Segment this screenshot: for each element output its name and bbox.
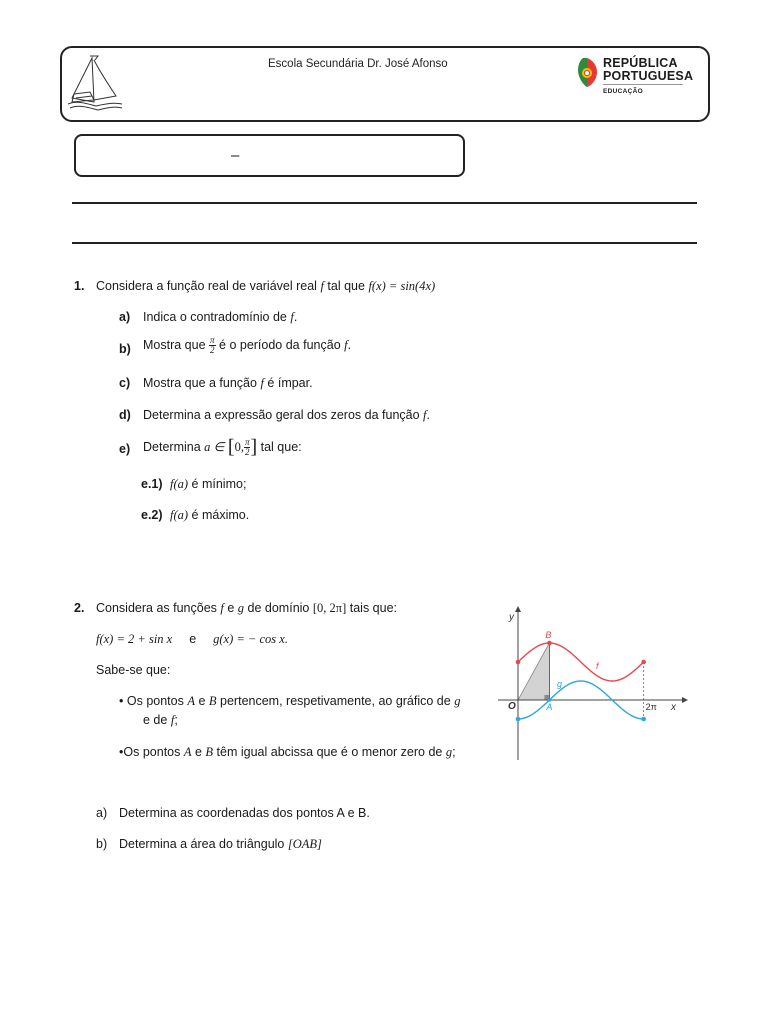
y-axis-label: y — [509, 612, 514, 623]
q2b-math: [OAB] — [287, 837, 322, 851]
q2-bullet1-text-c: e de — [143, 713, 168, 727]
x-axis-label: x — [671, 702, 676, 713]
q1a-end: . — [293, 310, 298, 324]
q1b-label: b) — [119, 342, 131, 356]
q1-stem-expression: f(x) = sin(4x) — [368, 279, 436, 293]
q2-bullet2 — [119, 745, 456, 760]
q2-bullet1-A: A — [187, 694, 195, 708]
school-name: Escola Secundária Dr. José Afonso — [268, 58, 448, 70]
q2-bullet1-end: ; — [174, 713, 178, 727]
q1-stem-f: f — [320, 279, 324, 293]
f-start-point — [516, 660, 521, 665]
q1a-math: f — [290, 310, 294, 324]
curve-g-label: g — [557, 678, 563, 689]
q2-bullet1-cont — [143, 713, 178, 728]
q1a-label: a) — [119, 310, 131, 324]
q1d-text-main: Determina a expressão geral dos zeros da função — [143, 408, 420, 422]
government-name-line2: PORTUGUESA — [603, 69, 694, 83]
q1b-math: f — [344, 337, 348, 352]
origin-label: O — [508, 701, 516, 712]
portugal-flag-icon — [575, 56, 599, 88]
government-name — [603, 57, 693, 83]
q2-bullet2-A: A — [183, 745, 192, 759]
q1e-text2: tal que: — [260, 439, 302, 454]
q1e1-text — [170, 477, 246, 492]
q1c-label: c) — [119, 376, 131, 390]
g-start-point — [516, 717, 521, 722]
q1e-bracket-open: [ — [227, 436, 235, 458]
q2-bullet1-text-a: Os pontos — [126, 694, 184, 708]
q1b-text2: é o período da função — [219, 337, 341, 352]
q1e-frac-den: 2 — [244, 447, 250, 457]
q1b-frac-num: π — [210, 335, 215, 345]
q2-stem-text-c: tais que: — [349, 601, 398, 615]
q1e2-math: f(a) — [170, 508, 189, 522]
q2-bullet2-text-a: Os pontos — [123, 745, 181, 759]
q1b-end: . — [347, 337, 352, 352]
q2a-label: a) — [96, 806, 108, 820]
q2-bullet2-end: ; — [452, 745, 456, 759]
class-line — [72, 242, 697, 244]
q1d-label: d) — [119, 408, 131, 422]
q1b-text — [143, 336, 351, 355]
q1-stem-text-a: Considera a função real de variável real — [96, 279, 317, 293]
q2-bullet1-g: g — [454, 694, 461, 708]
q2-stem-domain: [0, 2π] — [312, 601, 347, 615]
q1b-fraction — [209, 336, 216, 355]
q1e1-math: f(a) — [170, 477, 189, 491]
function-graph — [490, 600, 700, 770]
q2-bullet1-e: e — [198, 694, 206, 708]
q2-stem — [96, 601, 397, 616]
q2-bullet1-f: f — [170, 713, 175, 727]
q2-equation-f: f(x) = 2 + sin x — [96, 632, 173, 646]
q1e2-text — [170, 508, 249, 523]
q1e1-label: e.1) — [141, 477, 163, 491]
q1-stem — [96, 279, 435, 294]
q2-equation-e: e — [189, 632, 197, 646]
q2-number: 2. — [74, 601, 85, 615]
q2-stem-g: g — [237, 601, 245, 615]
g-end-point — [641, 717, 646, 722]
government-divider — [603, 84, 683, 85]
government-ministry: EDUCAÇÃO — [603, 88, 643, 95]
x-axis-arrow-icon — [682, 697, 688, 703]
triangle-oab — [518, 643, 549, 700]
q2-sabe: Sabe-se que: — [96, 663, 171, 677]
q2b-text-main: Determina a área do triângulo — [119, 837, 285, 851]
q2-stem-text-a: Considera as funções — [96, 601, 217, 615]
q1b-frac-den: 2 — [210, 345, 215, 355]
q1e-math: a ∈ — [204, 439, 225, 454]
q1d-end: . — [426, 408, 430, 422]
q2-bullet2-e: e — [194, 745, 202, 759]
q1e1-text-main: é mínimo; — [191, 477, 247, 491]
point-a-label: A — [546, 702, 553, 712]
government-name-line1: REPÚBLICA — [603, 56, 678, 70]
point-b — [547, 641, 552, 646]
name-line — [72, 202, 697, 204]
q2-bullet2-g: g — [445, 745, 453, 759]
title-box — [74, 134, 465, 177]
q2-bullet2-dot: • — [119, 745, 124, 759]
q2b-label: b) — [96, 837, 108, 851]
q2-bullet1-dot: • — [119, 694, 124, 708]
q2-bullet2-B: B — [205, 745, 214, 759]
q1e-frac-num: π — [244, 437, 250, 447]
point-b-label: B — [545, 630, 552, 640]
q1d-math: f — [423, 408, 427, 422]
q1-stem-text-b: tal que — [327, 279, 365, 293]
q1c-text1: Mostra que a função — [143, 376, 257, 390]
q1e2-text-main: é máximo. — [191, 508, 250, 522]
q2-stem-text-b: de domínio — [247, 601, 310, 615]
q1e2-label: e.2) — [141, 508, 163, 522]
q2-equation-g: g(x) = − cos x. — [213, 632, 288, 646]
q1a-text — [143, 310, 297, 325]
q1e-bracket-close: ] — [250, 436, 258, 458]
title-dash: – — [231, 147, 240, 164]
q1c-text2: é ímpar. — [267, 376, 313, 390]
q1-number: 1. — [74, 279, 85, 293]
q2-stem-e: e — [227, 601, 235, 615]
q2-bullet1-B: B — [208, 694, 217, 708]
q1e-label: e) — [119, 442, 131, 456]
q1e-interval-start: 0, — [234, 439, 244, 454]
q1c-math: f — [260, 376, 264, 390]
q2-bullet2-text-b: têm igual abcissa que é o menor zero de — [216, 745, 443, 759]
q2-equations — [96, 632, 288, 647]
q2-bullet1-text-b: pertencem, respetivamente, ao gráfico de — [220, 694, 451, 708]
q1c-text — [143, 376, 313, 391]
q2-stem-f: f — [220, 601, 224, 615]
f-end-point — [641, 660, 646, 665]
q2b-text — [119, 837, 322, 852]
q2-bullet1 — [119, 694, 460, 709]
q1a-text-main: Indica o contradomínio de — [143, 310, 287, 324]
q1d-text — [143, 408, 430, 423]
curve-f-label: f — [596, 661, 599, 672]
q1b-text1: Mostra que — [143, 337, 206, 352]
q2a-text: Determina as coordenadas dos pontos A e B. — [119, 806, 370, 820]
q1e-text — [143, 436, 302, 459]
q1e-text1: Determina — [143, 439, 201, 454]
two-pi-label: 2π — [645, 702, 657, 712]
school-logo-icon — [64, 54, 128, 116]
y-axis-arrow-icon — [515, 606, 521, 612]
